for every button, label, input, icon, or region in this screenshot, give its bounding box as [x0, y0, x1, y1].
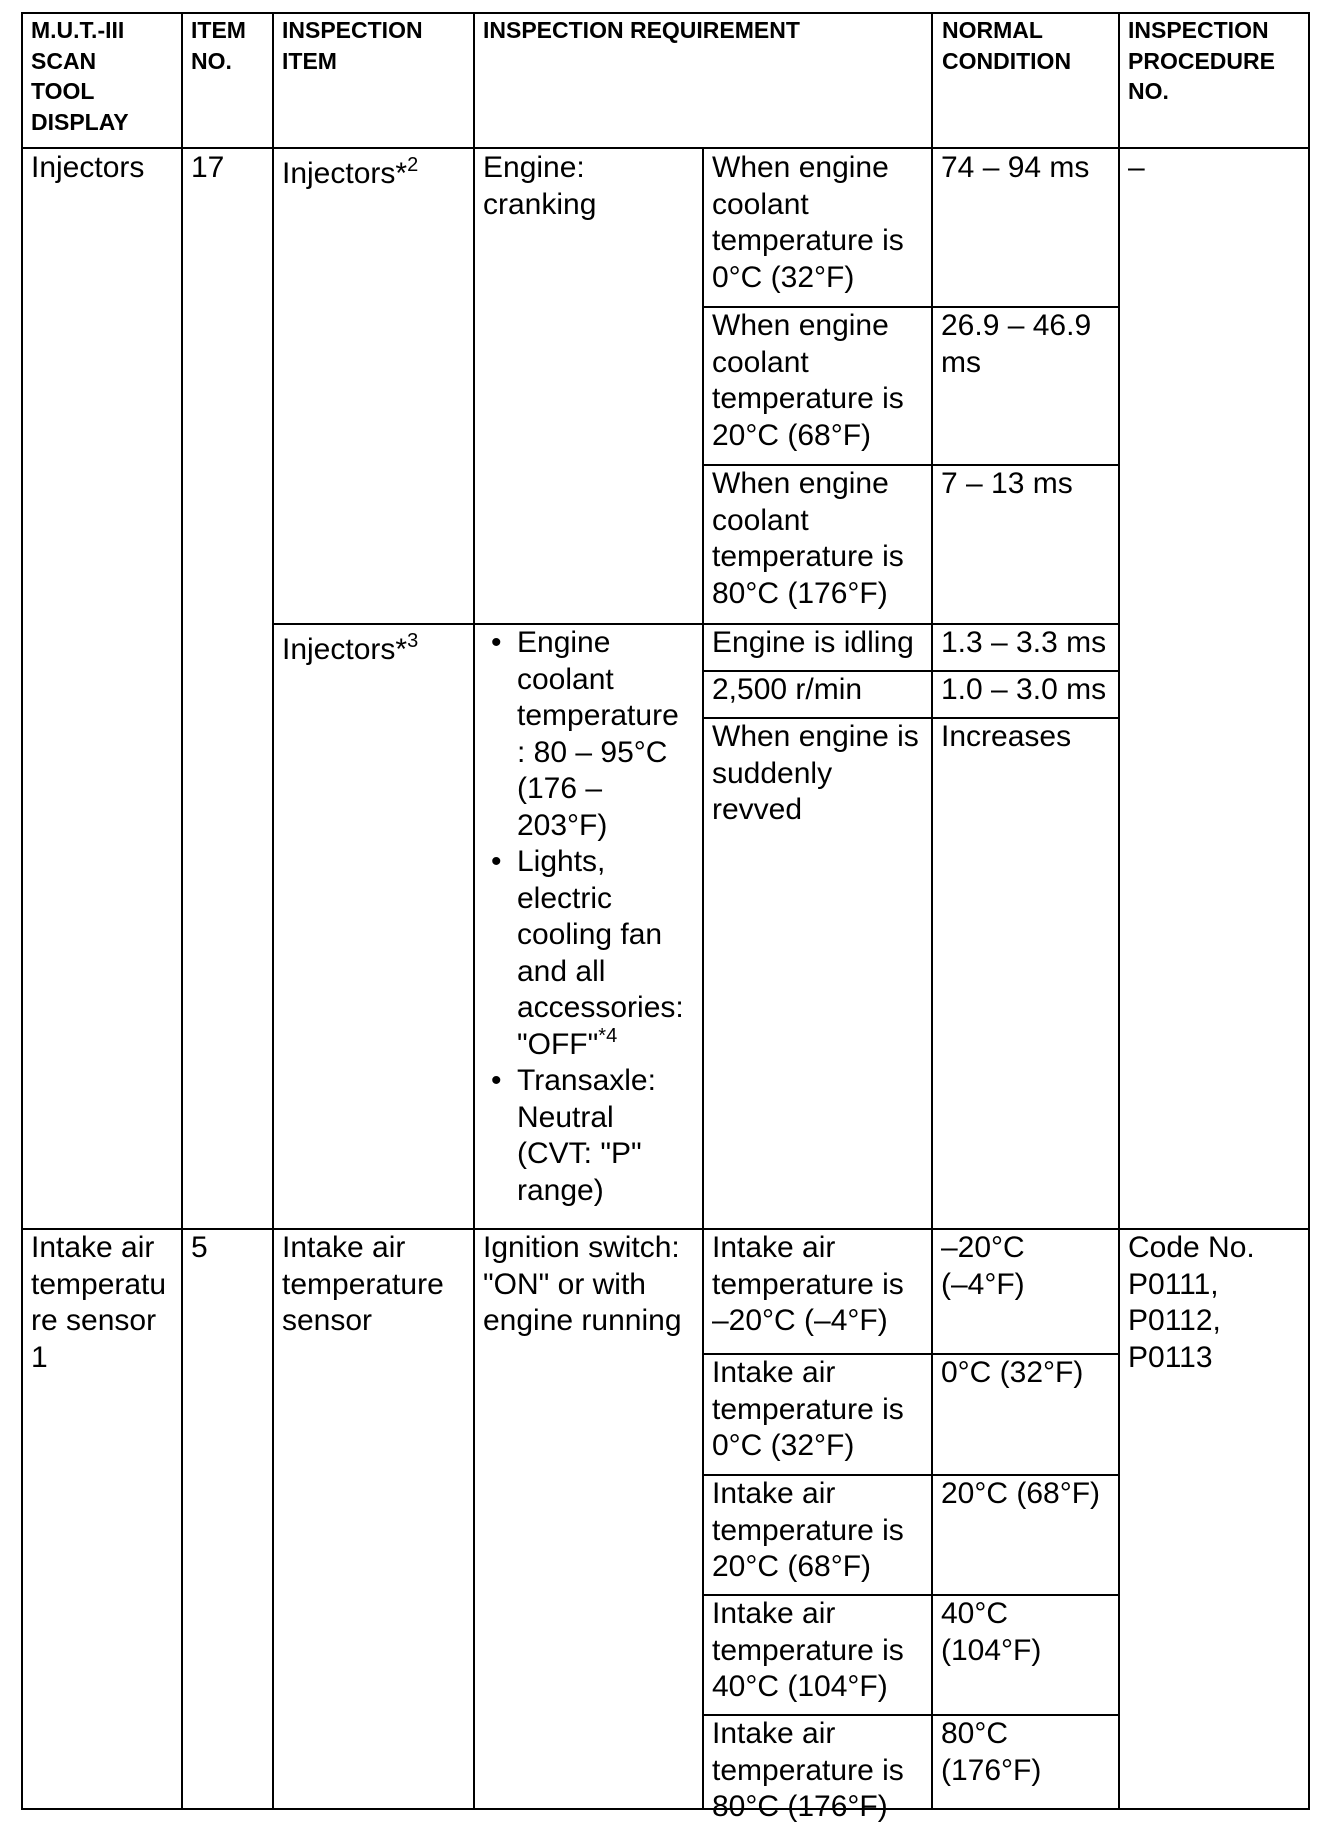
injectors-procedure: – — [1128, 151, 1145, 184]
intake-normal-4: 80°C (176°F) — [941, 1717, 1042, 1787]
list-item: • Transaxle: Neutral (CVT: "P" range) — [491, 1064, 656, 1207]
intake-normal-3: 40°C (104°F) — [941, 1597, 1042, 1667]
running-requirement-list — [483, 625, 703, 1209]
cranking-condition-0: When engine coolant temperature is 0°C (32°F) — [712, 151, 904, 294]
injectors-display: Injectors — [31, 151, 145, 184]
running-condition-2: When engine is suddenly revved — [712, 720, 919, 826]
list-item: • Lights, electric cooling fan and all accessories: "OFF"$^{*4}$ — [491, 845, 684, 1061]
header-normal-condition: NORMAL CONDITION — [942, 17, 1072, 74]
bullet-icon: • — [491, 626, 502, 659]
header-inspection-requirement: INSPECTION REQUIREMENT — [483, 17, 800, 43]
col-divider — [181, 12, 183, 1810]
footnote-marker: *4 — [598, 1024, 618, 1047]
cranking-condition-2: When engine coolant temperature is 80°C (176°F) — [712, 467, 904, 610]
header-display: M.U.T.-III SCAN TOOL DISPLAY — [31, 17, 129, 135]
running-normal-1: 1.0 – 3.0 ms — [941, 673, 1107, 706]
footnote-marker: 2 — [407, 154, 419, 176]
running-normal-0: 1.3 – 3.3 ms — [941, 626, 1107, 659]
col-divider — [931, 12, 933, 1810]
running-condition-0: Engine is idling — [712, 626, 914, 659]
intake-item: Intake air temperature sensor — [282, 1231, 444, 1337]
injectors-running-item: Injectors*$^3$ — [282, 630, 419, 666]
cranking-normal-2: 7 – 13 ms — [941, 467, 1073, 500]
running-condition-1: 2,500 r/min — [712, 673, 863, 706]
intake-normal-1: 0°C (32°F) — [941, 1356, 1084, 1389]
footnote-marker: 3 — [407, 630, 419, 652]
intake-condition-4: Intake air temperature is 80°C (176°F) — [712, 1717, 904, 1823]
cranking-condition-1: When engine coolant temperature is 20°C (68°F) — [712, 309, 904, 452]
header-divider — [21, 147, 1310, 149]
bullet-icon: • — [491, 845, 502, 878]
list-item: • Engine coolant temperature : 80 – 95°C (176 – 203°F) — [491, 626, 679, 842]
injectors-cranking-requirement: Engine: cranking — [483, 151, 597, 221]
header-item-no: ITEM NO. — [191, 17, 246, 74]
col-divider — [272, 12, 274, 1810]
intake-item-no: 5 — [191, 1231, 208, 1264]
intake-condition-2: Intake air temperature is 20°C (68°F) — [712, 1477, 904, 1583]
bullet-icon: • — [491, 1064, 502, 1097]
cranking-normal-1: 26.9 – 46.9 ms — [941, 309, 1092, 379]
injectors-item-no: 17 — [191, 151, 225, 184]
header-inspection-procedure: INSPECTION PROCEDURE NO. — [1128, 17, 1275, 104]
intake-condition-1: Intake air temperature is 0°C (32°F) — [712, 1356, 904, 1462]
intake-condition-0: Intake air temperature is –20°C (–4°F) — [712, 1231, 904, 1337]
header-inspection-item: INSPECTION ITEM — [282, 17, 423, 74]
intake-condition-3: Intake air temperature is 40°C (104°F) — [712, 1597, 904, 1703]
injectors-cranking-item: Injectors*$^2$ — [282, 154, 419, 190]
running-normal-2: Increases — [941, 720, 1072, 753]
intake-display: Intake air temperatu re sensor 1 — [31, 1231, 167, 1374]
intake-normal-2: 20°C (68°F) — [941, 1477, 1101, 1510]
col-divider — [1118, 12, 1120, 1810]
intake-procedure: Code No. P0111, P0112, P0113 — [1128, 1231, 1255, 1374]
intake-requirement: Ignition switch: "ON" or with engine running — [483, 1231, 682, 1337]
intake-normal-0: –20°C (–4°F) — [941, 1231, 1025, 1301]
cranking-normal-0: 74 – 94 ms — [941, 151, 1090, 184]
col-divider — [473, 12, 475, 1810]
